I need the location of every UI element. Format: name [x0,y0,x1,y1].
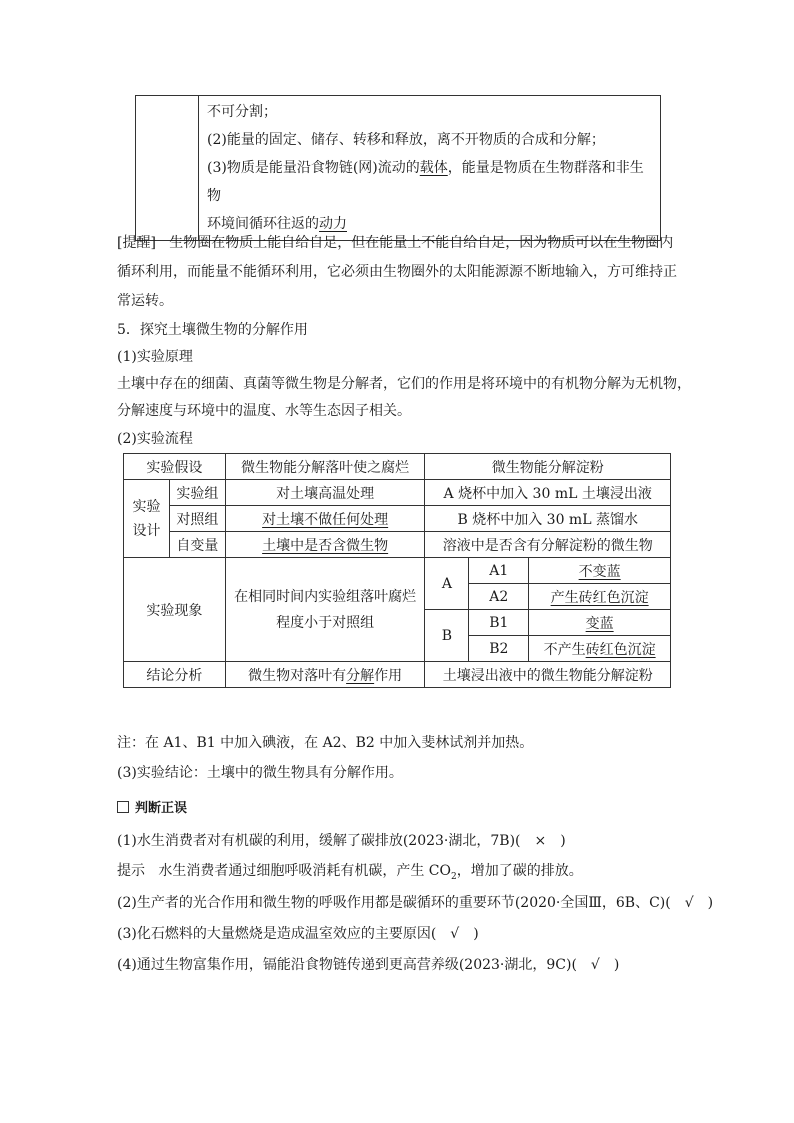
carrier-term: 载体 [419,160,448,176]
judge-item-1: (1)水生消费者对有机碳的利用，缓解了碳排放(2023·湖北，7B)( × ) [117,833,566,849]
top-line-1: 不可分割； [207,104,277,120]
row-label: 自变量 [169,532,225,558]
item-id: B2 [469,636,529,662]
flow-title: (2)实验流程 [117,431,193,447]
row-label: 实验组 [169,480,225,506]
judge-item-4: (4)通过生物富集作用，镉能沿食物链传递到更高营养级(2023·湖北，9C)( √ ) [117,957,620,973]
top-line-3: (3)物质是能量沿食物链(网)流动的载体，能量是物质在生物群落和非生物 [207,160,644,204]
tip-label: [提醒] [117,235,156,251]
row-b-cell: 溶液中是否含有分解淀粉的微生物 [425,532,671,558]
top-table-left-cell [136,96,199,241]
group-a: A [425,558,469,610]
check-box-icon [117,801,129,813]
top-line-2: (2)能量的固定、储存、转移和释放，离不开物质的合成和分解； [207,132,605,148]
row-label: 对照组 [169,506,225,532]
header-hypothesis: 实验假设 [124,454,226,480]
power-term: 动力 [319,216,347,232]
conclusion-label: 结论分析 [124,662,226,688]
group-b: B [425,610,469,662]
item-result: 产生砖红色沉淀 [529,584,671,610]
row-a-cell: 对土壤不做任何处理 [225,506,425,532]
item-id: B1 [469,610,529,636]
top-table-content-cell [199,96,661,241]
row-a-cell: 对土壤高温处理 [225,480,425,506]
tip-line-2: 循环利用，而能量不能循环利用，它必须由生物圈外的太阳能源源不断地输入，方可维持正 [117,264,677,280]
judge-hint: 提示 水生消费者通过细胞呼吸消耗有机碳，产生 $CO_2$，增加了碳的排放。 [117,863,583,882]
phenomenon-label: 实验现象 [124,558,226,662]
top-table [135,95,661,241]
experiment-conclusion: (3)实验结论：土壤中的微生物具有分解作用。 [117,765,403,781]
principle-line-1: 土壤中存在的细菌、真菌等微生物是分解者，它们的作用是将环境中的有机物分解为无机物， [117,376,691,392]
header-hypothesis-a: 微生物能分解落叶使之腐烂 [225,454,425,480]
tip-line-3: 常运转。 [117,293,173,309]
conclusion-b: 土壤浸出液中的微生物能分解淀粉 [425,662,671,688]
item-id: A2 [469,584,529,610]
tip-line-1: [提醒] 生物圈在物质上能自给自足，但在能量上不能自给自足，因为物质可以在生物圈内 [117,235,674,251]
item-result: 变蓝 [529,610,671,636]
judge-item-2: (2)生产者的光合作用和微生物的呼吸作用都是碳循环的重要环节(2020·全国Ⅲ，6B、C)( √ ) [117,895,714,911]
judge-item-3: (3)化石燃料的大量燃烧是造成温室效应的主要原因( √ ) [117,926,479,942]
conclusion-a: 微生物对落叶有分解作用 [225,662,425,688]
item-id: A1 [469,558,529,584]
row-b-cell: B 烧杯中加入 30 mL 蒸馏水 [425,506,671,532]
item-result: 不产生砖红色沉淀 [529,636,671,662]
item-result: 不变蓝 [529,558,671,584]
judge-heading: 判断正误 [117,797,187,816]
top-line-4: 环境间循环往返的动力 [207,216,347,232]
row-a-cell: 土壤中是否含微生物 [225,532,425,558]
process-table [123,453,671,688]
principle-title: (1)实验原理 [117,349,193,365]
design-label: 实验 设计 [124,480,170,558]
principle-line-2: 分解速度与环境中的温度、水等生态因子相关。 [117,403,411,419]
note-line: 注：在 A1、B1 中加入碘液，在 A2、B2 中加入斐林试剂并加热。 [117,735,534,751]
row-b-cell: A 烧杯中加入 30 mL 土壤浸出液 [425,480,671,506]
phenomenon-text: 在相同时间内实验组落叶腐烂 程度小于对照组 [225,558,425,662]
header-hypothesis-b: 微生物能分解淀粉 [425,454,671,480]
section5-title: 5．探究土壤微生物的分解作用 [117,322,308,338]
